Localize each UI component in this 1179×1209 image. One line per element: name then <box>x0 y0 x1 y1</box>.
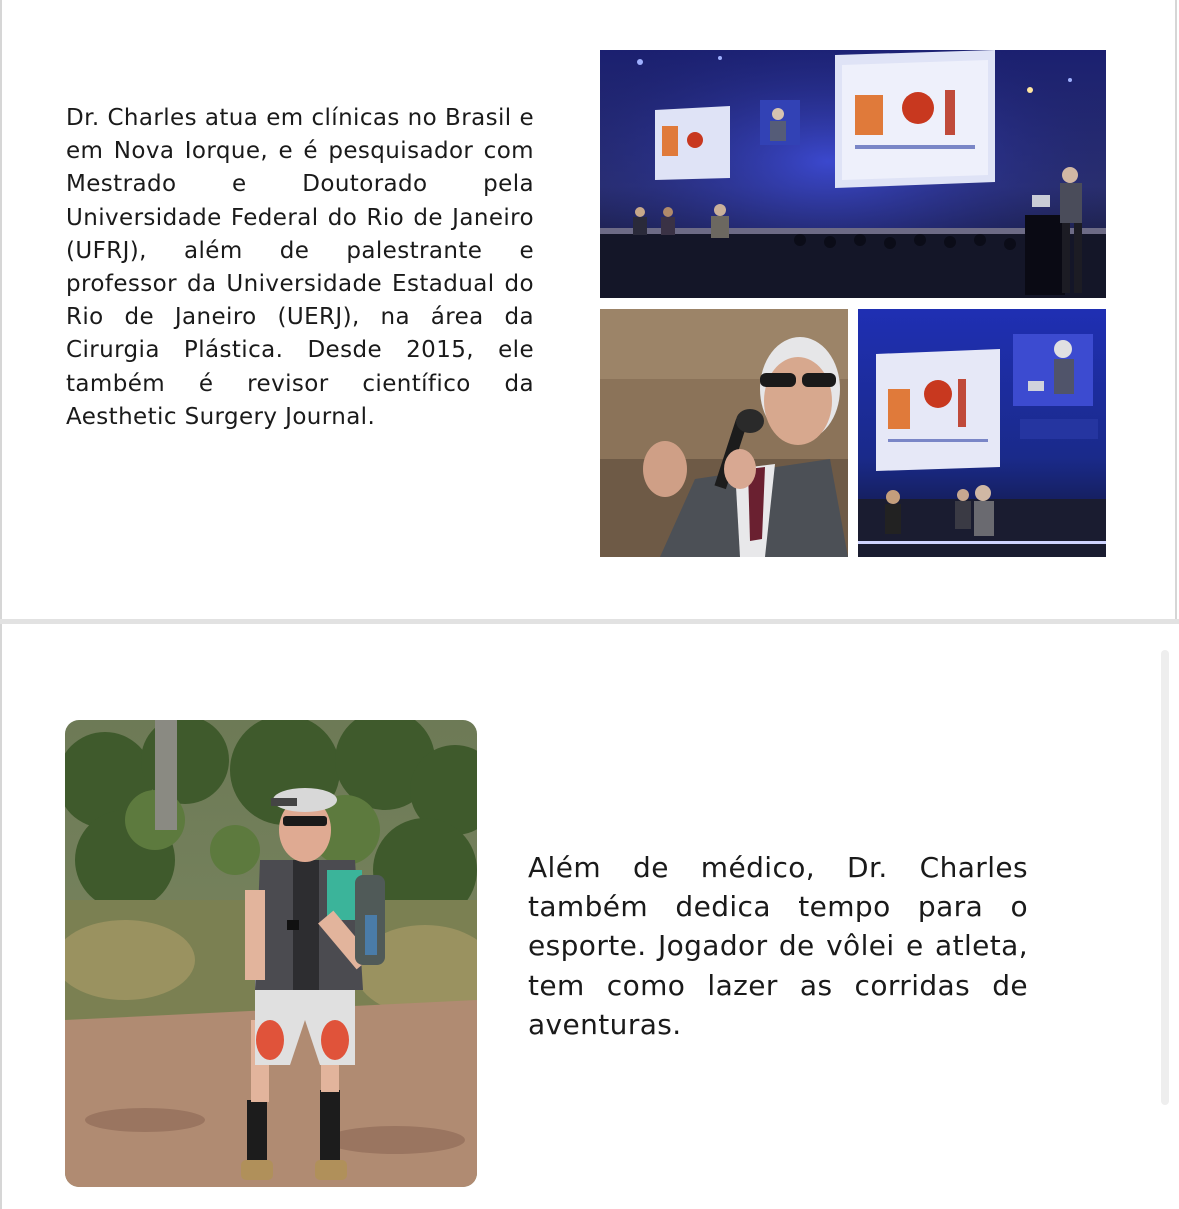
stage-photo <box>858 309 1106 557</box>
right-border <box>1175 0 1177 620</box>
scrollbar[interactable] <box>1161 650 1169 1105</box>
section-divider <box>0 619 1179 624</box>
left-border <box>0 0 2 1209</box>
runner-photo <box>65 720 477 1187</box>
hobby-paragraph: Além de médico, Dr. Charles também dedica tempo para o esporte. Jogador de vôlei e atleta, tem como lazer as corridas de aventuras. <box>528 851 1028 1041</box>
bio-paragraph: Dr. Charles atua em clínicas no Brasil e em Nova Iorque, e é pesquisador com Mestrado e Doutorado pela Universidade Federal do Rio de Janeiro (UFRJ), além de palestrante e professor da Universidade Estadual do Rio de Janeiro (UERJ), na área da Cirurgia Plástica. Desde 2015, ele também é revisor científico da Aesthetic Surgery Journal. <box>66 105 534 430</box>
conference-photo <box>600 50 1106 298</box>
speaker-closeup-photo <box>600 309 848 557</box>
